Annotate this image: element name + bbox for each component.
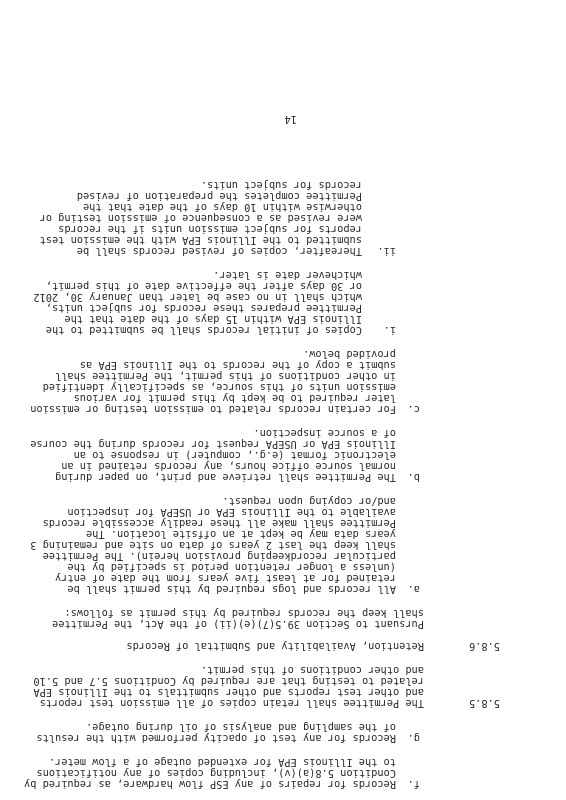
section-number: 5.8.6 [469,640,500,652]
text-line: electronic format (e.g., computer) in response to an [73,449,396,461]
text-line: retained for at least five years from the date of entry [55,572,396,584]
text-line: of the sampling and analysis of oil during outage. [86,721,396,733]
text-line: years data may be kept at an offsite location. The [86,528,396,540]
text-line: available to the Illinois EPA or USEPA for inspection [67,506,396,518]
text-line: All records and logs required by this permit shall be [67,583,396,595]
subitem-marker: ii. [377,245,396,257]
text-line: Permittee shall make all these readily accessible records [42,517,396,529]
text-line: (unless a longer retention period is specified by the [67,561,396,573]
text-line: reports for subject emission units if the records [58,223,362,235]
item-marker: b. [407,471,420,483]
page-number: 14 [284,113,297,125]
text-line: otherwise within 10 days of the date that the [83,201,362,213]
text-line: Condition 5.8(a)(v), including copies of any notifications [36,767,396,779]
text-line: were revised as a consequence of emission testing or [39,212,362,224]
item-marker: f. [407,778,420,790]
text-line: which shall in no case be later than January 30, 2012 [33,291,362,303]
text-line: records for subject units. [200,179,362,191]
section-heading: Retention, Availability and Submittal of Records [126,640,424,652]
text-line: Illinois EPA or USEPA request for records during the course [30,438,396,450]
text-line: in other conditions of this permit, the Permittee shall [55,370,396,382]
text-line: The Permittee shall retrieve and print, on paper during [55,471,396,483]
subitem-marker: i. [383,324,396,336]
text-line: normal source office hours, any records retained in an [61,460,396,472]
text-line: and other conditions of this permit. [200,664,424,676]
text-line: Permittee prepares these records for subject units, [45,302,362,314]
item-marker: g. [407,732,420,744]
text-line: submitted to the Illinois EPA with the emission test [39,234,362,246]
text-line: Records for any test of opacity performed with the results [36,732,396,744]
text-line: Pursuant to Section 39.5(7)(e)(ii) of the Act, the Permittee [52,618,424,630]
text-line: and other test reports and other submittals to the Illinois EPA [33,686,424,698]
text-line: or 30 days after the effective date of this permit, [45,280,362,292]
text-line: shall keep the records required by this permit as follows: [64,607,424,619]
text-line: related to testing that are required by Conditions 5.7 and 5.10 [33,675,424,687]
text-line: provided below. [303,348,396,360]
text-line: Copies of initial records shall be submitted to the [45,324,362,336]
text-line: Illinois EPA within 15 days of the date that the [64,313,362,325]
item-marker: a. [407,583,420,595]
item-marker: c. [407,403,420,415]
text-line: whichever date is later. [213,269,362,281]
text-line: particular recordkeeping provision herein). The Permittee [42,550,396,562]
text-line: The Permittee shall retain copies of all emission test reports [39,697,424,709]
text-line: Records for repairs of any ESP flow hardware, as required by [24,778,396,790]
text-line: submit a copy of the records to the Illinois EPA as [79,359,396,371]
text-line: For certain records related to emission testing or emission [30,403,396,415]
text-line: to the Illinois EPA for extended outage of a flow meter. [48,756,396,768]
text-line: later required to be kept by this permit for various [73,392,396,404]
text-line: Thereafter, copies of revised records shall be [76,245,362,257]
text-line: emission units of this source, as specifically identified [42,381,396,393]
text-line: and/or copying upon request. [222,495,396,507]
text-line: shall keep the last 2 years of data on site and remaining 3 [30,539,396,551]
text-line: of a source inspection. [253,427,396,439]
section-number: 5.8.5 [469,697,500,709]
text-line: Permittee completes the preparation of revised [76,190,362,202]
